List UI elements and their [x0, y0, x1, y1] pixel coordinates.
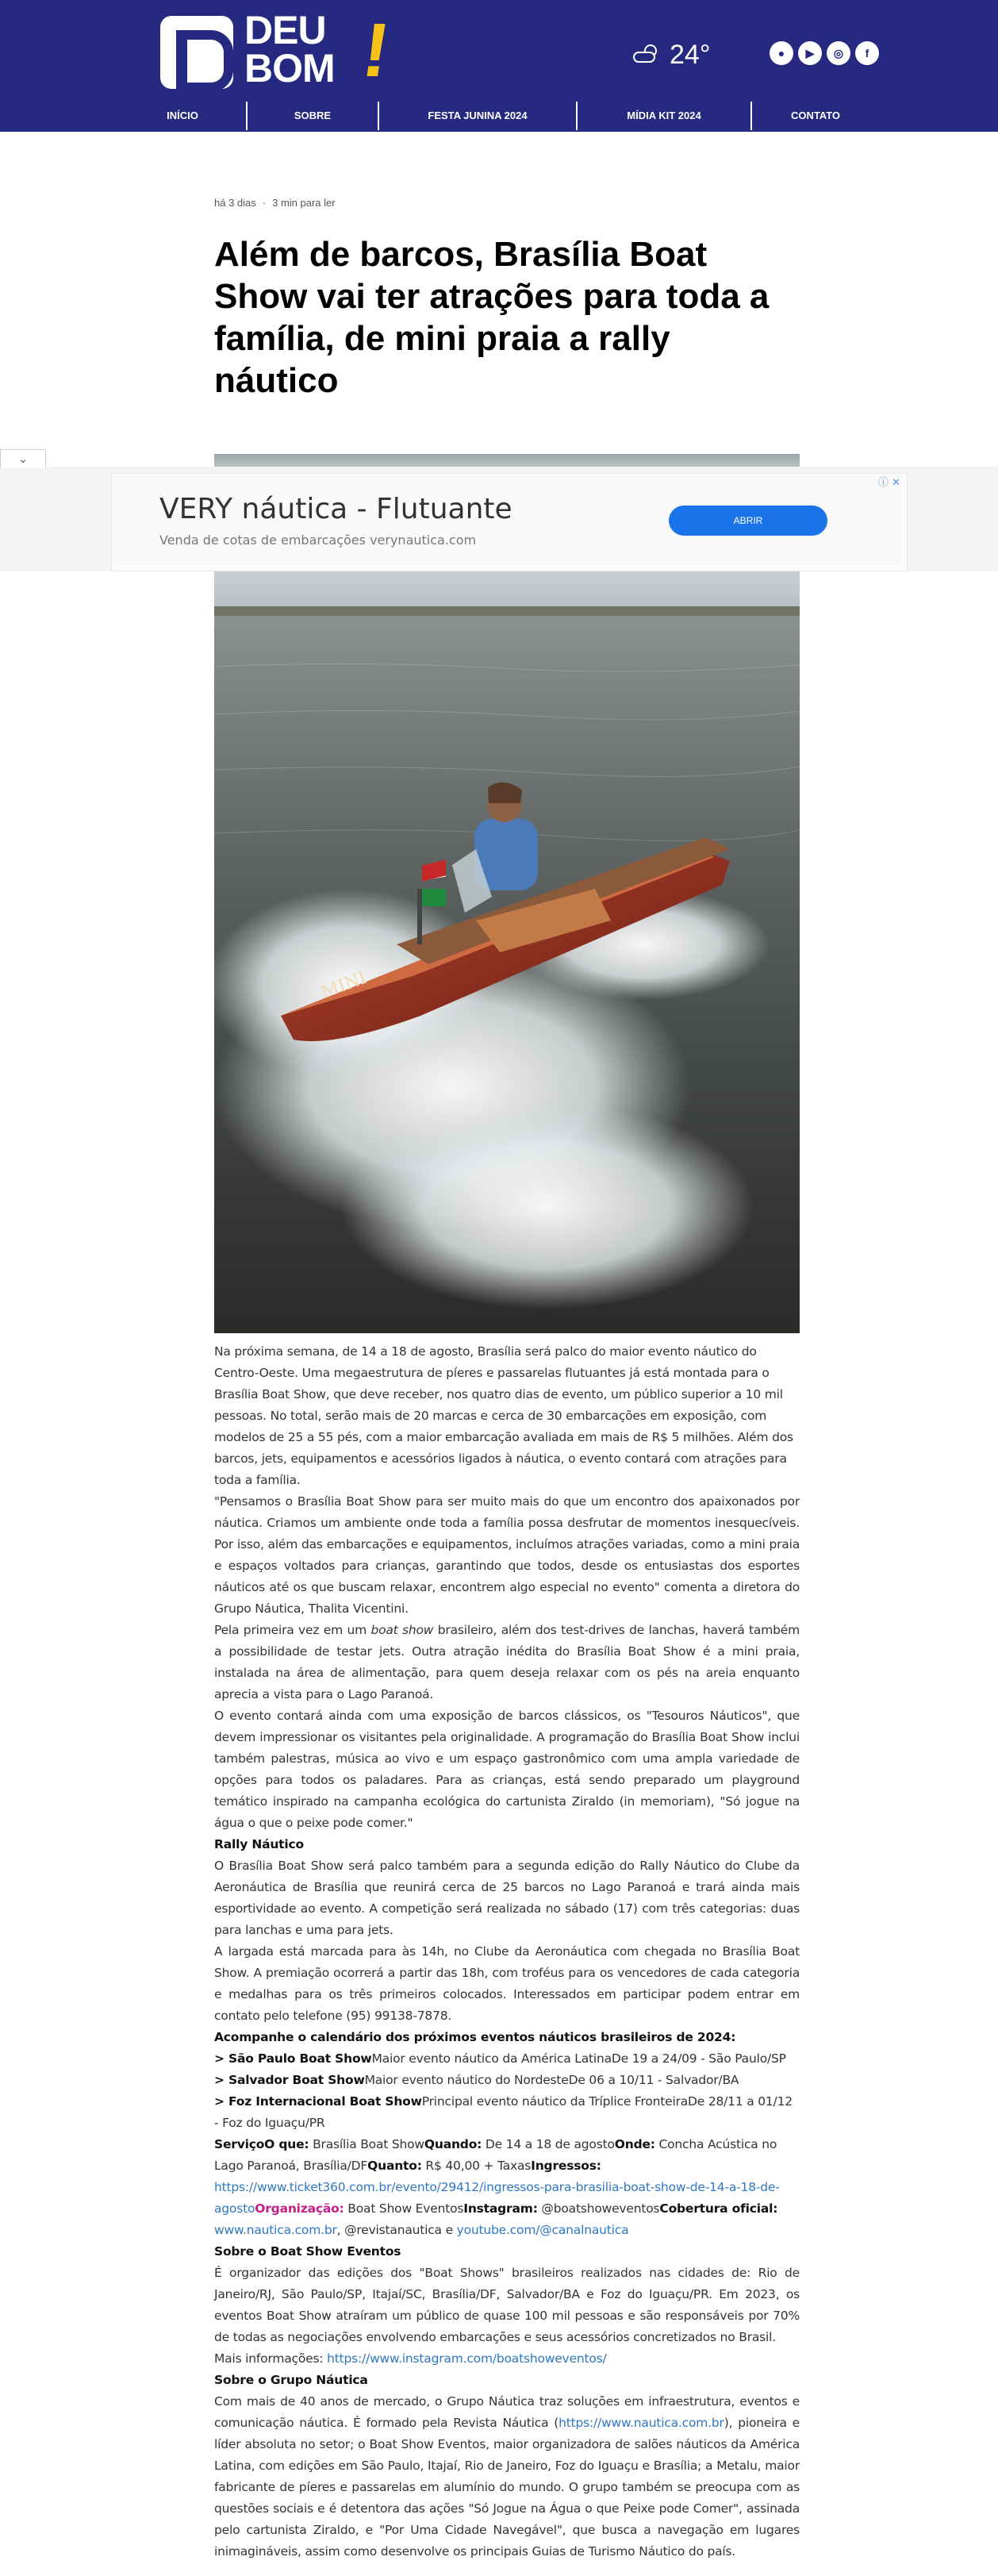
logo-exclamation: ! — [357, 8, 395, 93]
social-links — [770, 41, 879, 65]
temperature: 24° — [670, 39, 711, 70]
paragraph: Pela primeira vez em um boat show brasileiro, além dos test-drives de lanchas, haverá também a possibilidade de testar jets. Outra atração inédita do Brasília Boat Show é a mini praia, instalada na área de alimentação, para quem deseja relaxar com os pés na areia enquanto aprecia a vista para o Lago Paranoá. — [214, 1623, 800, 1701]
main-nav — [119, 102, 881, 130]
ad-banner[interactable] — [111, 473, 908, 571]
calendar-item: > São Paulo Boat ShowMaior evento náutico da América LatinaDe 19 a 24/09 - São Paulo/SP — [214, 2051, 786, 2066]
service-info: ServiçoO que: Brasília Boat ShowQuando: De 14 a 18 de agostoOnde: Concha Acústica no Lago Paranoá, Brasília/DFQuanto: R$ 40,00 + TaxasIngressos: https://www.ticket360.com.br/evento/29412/ingressos-para-brasilia-boat-show-de-14-a-18-de-agostoOrganização: Boat Show EventosInstagram: @boatshoweventosCobertura oficial: www.nautica.com.br, @revistanautica e youtube.com/@canalnautica — [214, 2137, 780, 2237]
nav-item-sobre[interactable]: SOBRE — [294, 110, 332, 121]
calendar-item: > Foz Internacional Boat ShowPrincipal evento náutico da Tríplice FronteiraDe 28/11 a 01/12 - Foz do Iguaçu/PR — [214, 2094, 793, 2130]
ad-open-button[interactable]: ABRIR — [669, 506, 827, 536]
nav-item-contato[interactable]: CONTATO — [790, 110, 841, 121]
logo-wordmark: DEU BOM — [244, 8, 335, 90]
read-time: 3 min para ler — [272, 197, 336, 209]
boat-label: MINI — [318, 967, 370, 1003]
section-heading: Sobre o Grupo Náutica — [214, 2373, 368, 2387]
article-photo — [214, 571, 800, 1333]
section-heading: Acompanhe o calendário dos próximos eventos náuticos brasileiros de 2024: — [214, 2030, 736, 2044]
nautica-site-link[interactable]: https://www.nautica.com.br — [558, 2416, 724, 2430]
chevron-down-icon[interactable]: ⌄ — [0, 449, 46, 468]
ad-subtitle: Venda de cotas de embarcações verynautica.com — [159, 533, 477, 548]
instagram-icon[interactable]: ◎ — [827, 41, 850, 65]
section-heading: Sobre o Boat Show Eventos — [214, 2244, 401, 2259]
published-time: há 3 dias — [214, 197, 256, 209]
section-heading: Rally Náutico — [214, 1837, 304, 1851]
paragraph: Mais informações: https://www.instagram.com/boatshoweventos/ — [214, 2351, 607, 2366]
youtube-link[interactable]: youtube.com/@canalnautica — [456, 2223, 629, 2237]
partly-cloudy-icon — [633, 44, 662, 65]
article-body — [214, 1341, 800, 2563]
nautica-link[interactable]: www.nautica.com.br — [214, 2223, 337, 2237]
paragraph: O Brasília Boat Show será palco também para a segunda edição do Rally Náutico do Clube da Aeronáutica de Brasília que reunirá cerca de 25 barcos no Lago Paranoá e trará ainda mais esportividade ao evento. A competição será realizada no sábado (17) com três categorias: duas para lanchas e uma para jets. — [214, 1859, 800, 1937]
paragraph: É organizador das edições dos "Boat Shows" brasileiros realizados nas cidades de: Rio de Janeiro/RJ, São Paulo/SP, Itajaí/SC, Brasília/DF, Salvador/BA e Foz do Iguaçu/PR. Em 2023, os eventos Boat Show atraíram um público de quase 100 mil pessoas e são responsáveis por 70% de todas as negociações envolvendo embarcações e seus acessórios concretizados no Brasil. — [214, 2266, 800, 2344]
meta-dot: · — [262, 197, 267, 209]
ad-title[interactable]: VERY náutica - Flutuante — [159, 493, 512, 525]
paragraph: A largada está marcada para às 14h, no Clube da Aeronáutica com chegada no Brasília Boat Show. A premiação ocorrerá a partir das 18h, com troféus para os vencedores de cada categoria e medalhas para os três primeiros colocados. Interessados em participar podem entrar em contato pelo telefone (95) 99138-7878. — [214, 1944, 800, 2023]
article-meta — [214, 197, 336, 209]
paragraph: Na próxima semana, de 14 a 18 de agosto, Brasília será palco do maior evento náutico do Centro-Oeste. Uma megaestrutura de píeres e passarelas flutuantes já está montada para o Brasília Boat Show, que deve receber, nos quatro dias de evento, um público superior a 10 mil pessoas. No total, serão mais de 20 marcas e cerca de 30 embarcações em exposição, com modelos de 25 a 55 pés, com a maior embarcação avaliada em mais de R$ 5 milhões. Além dos barcos, jets, equipamentos e acessórios ligados à náutica, o evento contará com atrações para toda a família. — [214, 1344, 793, 1487]
weather-widget — [633, 35, 710, 75]
paragraph: O evento contará ainda com uma exposição de barcos clássicos, os "Tesouros Náuticos", que devem impressionar os visitantes pela originalidade. A programação do Brasília Boat Show inclui também palestras, música ao vivo e um espaço gastronômico com uma ampla variedade de opções para todos os paladares. Para as crianças, está sendo preparado um playground temático inspirado na campanha ecológica do cartunista Ziraldo (in memoriam), "Só jogue na água o que o peixe pode comer." — [214, 1709, 800, 1830]
calendar-item: > Salvador Boat ShowMaior evento náutico do NordesteDe 06 a 10/11 - Salvador/BA — [214, 2073, 739, 2087]
spotify-icon[interactable]: ● — [770, 41, 793, 65]
site-logo[interactable] — [160, 8, 395, 93]
nav-item-inicio[interactable]: INÍCIO — [167, 110, 198, 121]
site-header — [0, 0, 998, 132]
youtube-icon[interactable]: ▶ — [798, 41, 822, 65]
facebook-icon[interactable]: f — [855, 41, 879, 65]
paragraph: "Pensamos o Brasília Boat Show para ser muito mais do que um encontro dos apaixonados por náutica. Criamos um ambiente onde toda a família possa desfrutar de momentos inesquecíveis. Por isso, além das embarcações e equipamentos, incluímos atrações variadas, como a mini praia e espaços voltados para crianças, garantindo que todos, desde os entusiastas dos esportes náuticos até os que buscam relaxar, encontrem algo especial no evento" comenta a diretora do Grupo Náutica, Thalita Vicentini. — [214, 1494, 800, 1616]
nav-item-festa-junina[interactable]: FESTA JUNINA 2024 — [428, 110, 528, 121]
instagram-link[interactable]: https://www.instagram.com/boatshoweventos/ — [327, 2351, 607, 2366]
boat-photo — [214, 571, 800, 1333]
paragraph: Com mais de 40 anos de mercado, o Grupo Náutica traz soluções em infraestrutura, eventos e comunicação náutica. É formado pela Revista Náutica (https://www.nautica.com.br), pioneira e líder absoluta no setor; o Boat Show Eventos, maior organizadora de salões náuticos da América Latina, com edições em São Paulo, Itajaí, Rio de Janeiro, Foz do Iguaçu e Brasília; a Metalu, maior fabricante de píeres e passarelas em alumínio do mundo. O grupo também se preocupa com as questões sociais e é detentora das ações "Só Jogue na Água o que Peixe pode Comer", assinada pelo cartunista Ziraldo, e "Por Uma Cidade Navegável", que busca a navegação em lugares inimagináveis, assim como desenvolve os principais Guias de Turismo Náutico do país. — [214, 2394, 800, 2559]
logo-mark-icon — [160, 16, 233, 89]
ad-info-icon[interactable]: ⓘ ✕ — [877, 477, 900, 489]
tickets-link[interactable]: https://www.ticket360.com.br/evento/29412/ingressos-para-brasilia-boat-show-de-14-a-18-de-agosto — [214, 2180, 780, 2216]
article-title: Além de barcos, Brasília Boat Show vai ter atrações para toda a família, de mini praia a rally náutico — [214, 235, 770, 400]
nav-item-midia-kit[interactable]: MÍDIA KIT 2024 — [627, 110, 701, 121]
